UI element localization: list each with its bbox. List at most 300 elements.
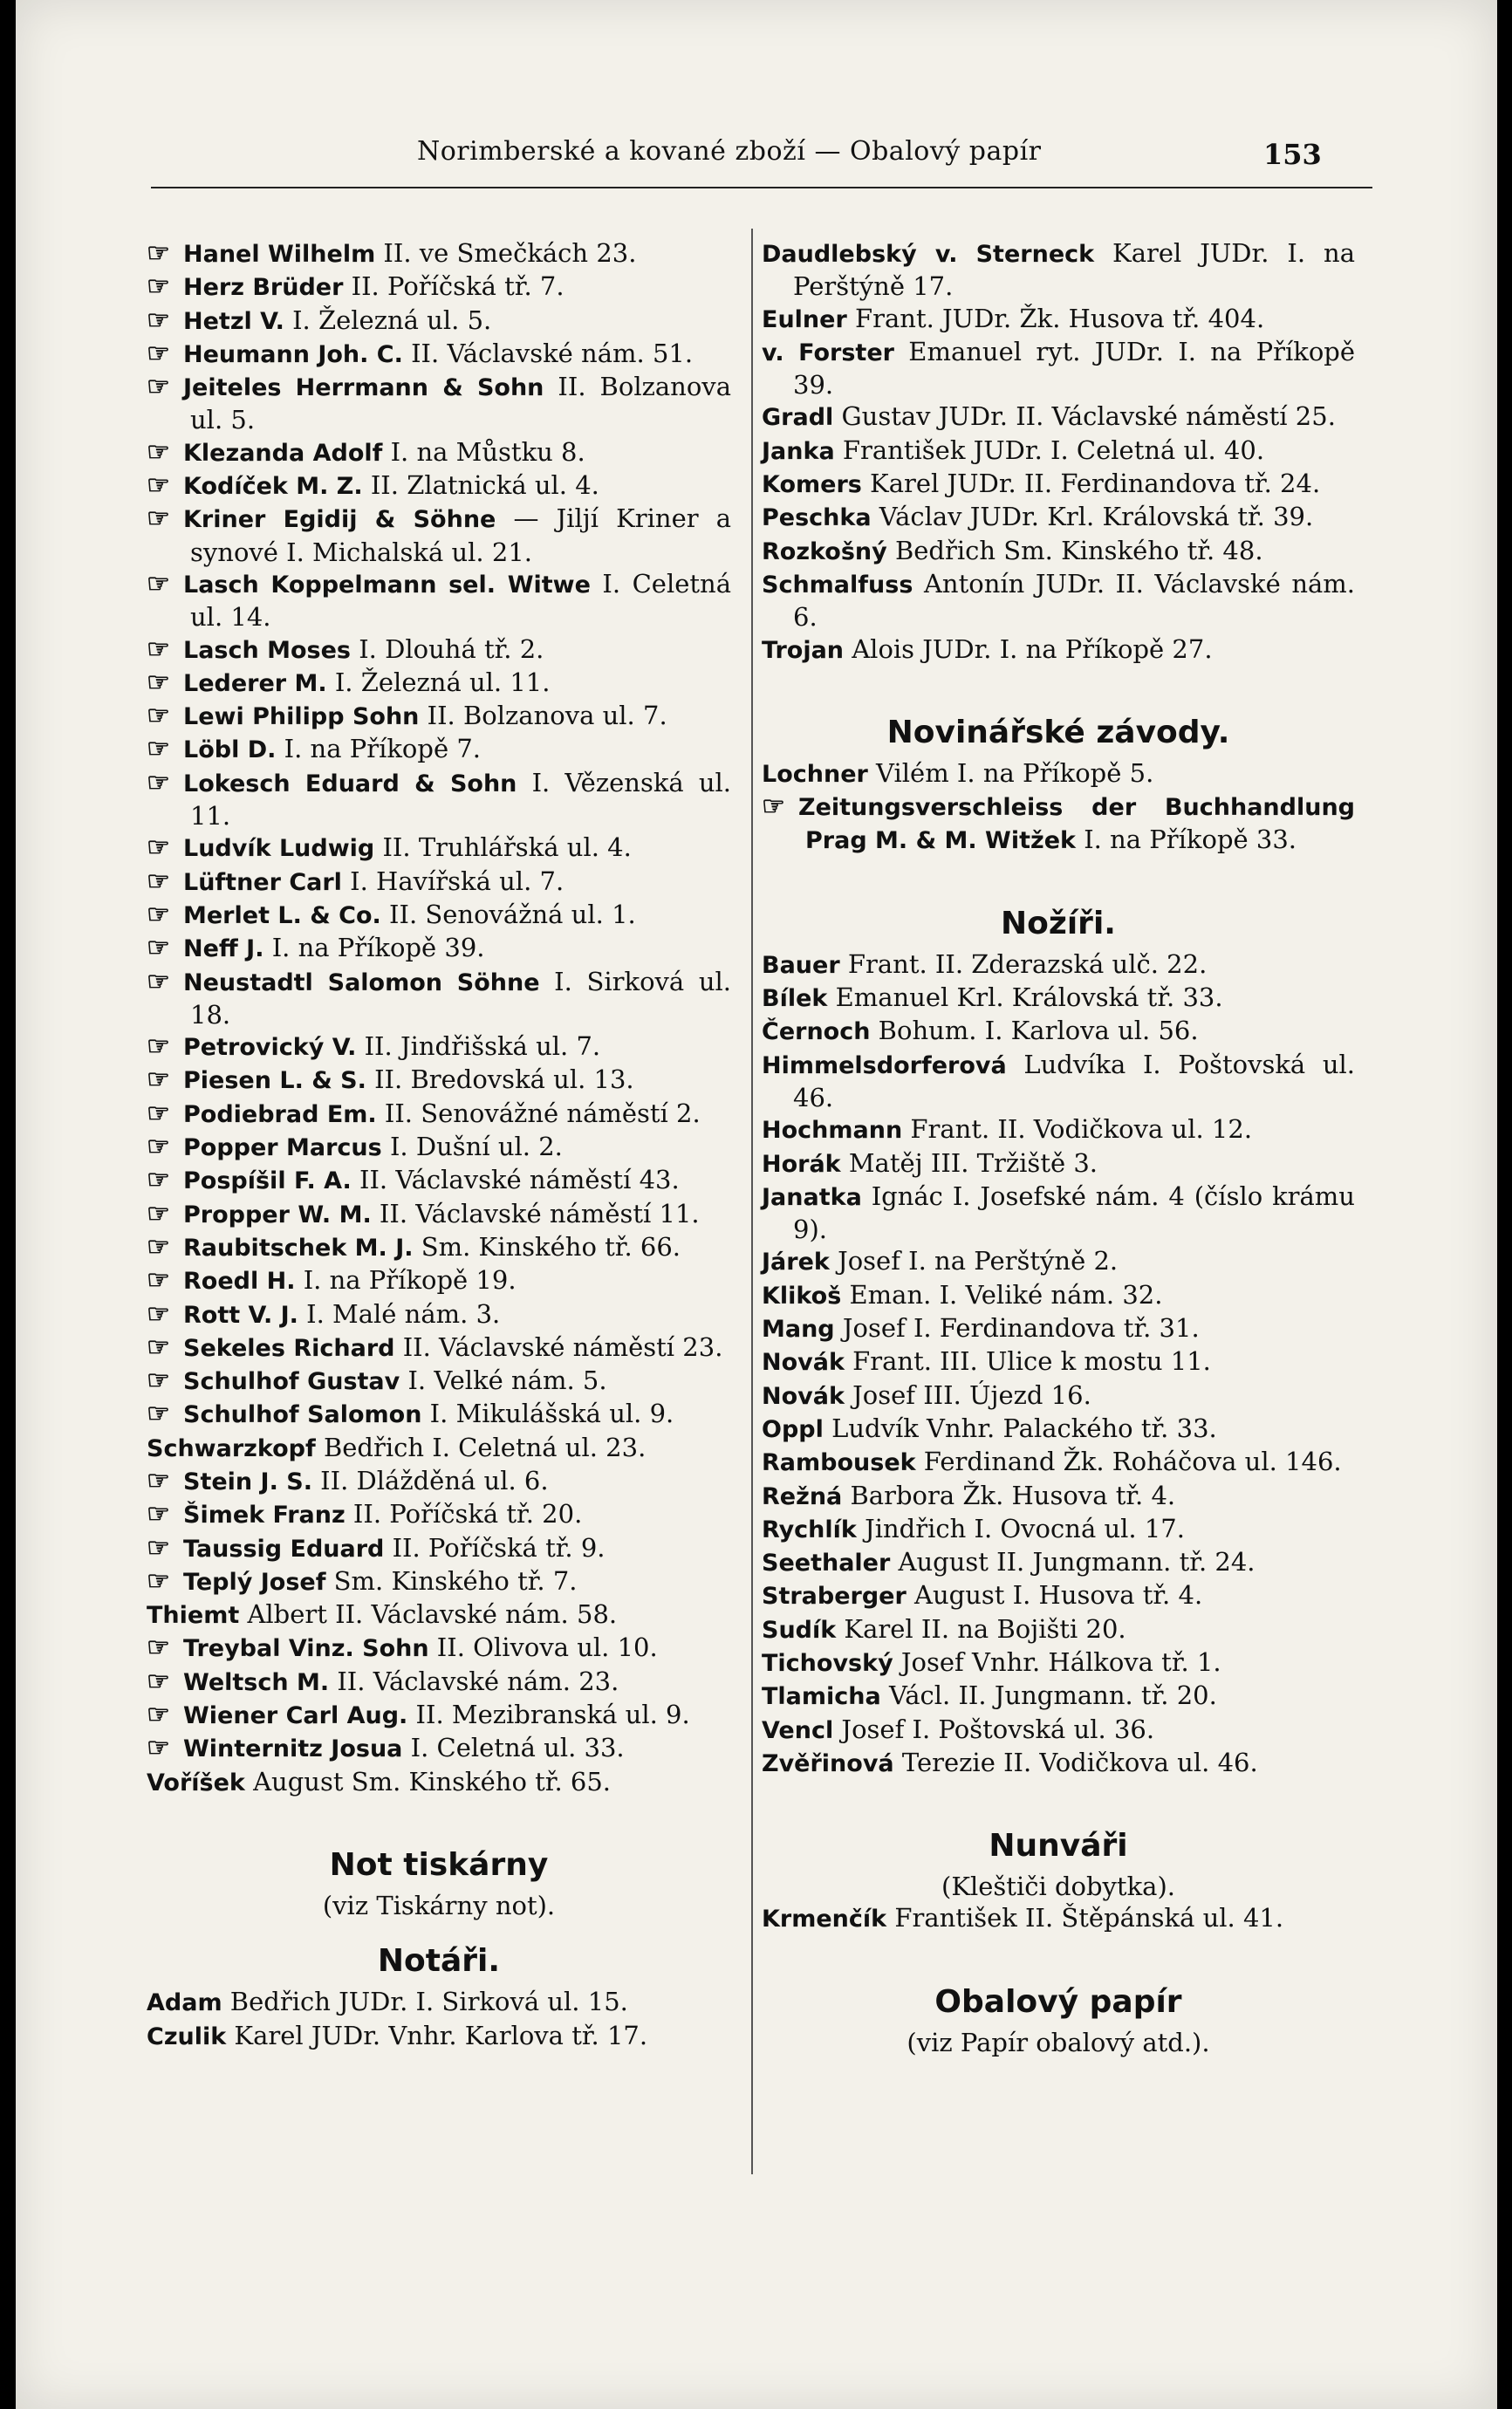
notary-list-left bbox=[147, 1986, 731, 2053]
entry-address: Frant. II. Zderazská ulč. 22. bbox=[839, 948, 1208, 979]
hand-pointer-icon: ☞ bbox=[147, 1565, 170, 1597]
entry-address: Sm. Kinského tř. 66. bbox=[413, 1231, 681, 1262]
list-item bbox=[762, 1279, 1355, 1312]
entry-name: Novák bbox=[762, 1382, 845, 1410]
list-item bbox=[762, 1680, 1355, 1713]
entry-name: Ludvík Ludwig bbox=[183, 835, 375, 863]
list-item bbox=[762, 336, 1355, 401]
list-item bbox=[762, 435, 1355, 468]
entry-address: Alois JUDr. I. na Příkopě 27. bbox=[844, 633, 1213, 664]
entry-name: Hanel Wilhelm bbox=[183, 241, 376, 268]
list-item bbox=[147, 1766, 731, 1799]
entry-name: Rambousek bbox=[762, 1449, 916, 1477]
entry-address: I. Mikulášská ul. 9. bbox=[421, 1399, 674, 1429]
entry-address: Bedřich JUDr. I. Sirková ul. 15. bbox=[222, 1987, 628, 2017]
entry-name: Czulik bbox=[147, 2022, 227, 2050]
hand-pointer-icon: ☞ bbox=[147, 1399, 170, 1430]
entry-address: Sm. Kinského tř. 7. bbox=[325, 1565, 578, 1596]
entry-name: Roedl H. bbox=[183, 1268, 296, 1296]
entry-name: Bílek bbox=[762, 985, 828, 1013]
list-item bbox=[147, 1131, 731, 1164]
entry-address: II. Bredovská ul. 13. bbox=[366, 1064, 634, 1095]
list-item bbox=[762, 303, 1355, 336]
list-item bbox=[762, 1245, 1355, 1278]
list-item bbox=[147, 270, 731, 304]
entry-address: I. Dlouhá tř. 2. bbox=[351, 633, 544, 664]
entry-name: Lokesch Eduard & Sohn bbox=[183, 770, 517, 797]
entry-address: I. Celetná ul. 33. bbox=[402, 1733, 625, 1763]
list-item bbox=[762, 1747, 1355, 1780]
list-item bbox=[762, 790, 1355, 858]
hand-pointer-icon: ☞ bbox=[147, 1331, 170, 1363]
entry-name: Herz Brüder bbox=[183, 274, 344, 302]
list-item bbox=[762, 1181, 1355, 1246]
entry-name: Straberger bbox=[762, 1583, 907, 1611]
entry-name: Treybal Vinz. Sohn bbox=[183, 1635, 429, 1663]
entry-address: I. Havířská ul. 7. bbox=[341, 866, 564, 896]
entry-address: Matěj III. Tržiště 3. bbox=[840, 1147, 1098, 1178]
list-item bbox=[147, 1532, 731, 1565]
hand-pointer-icon: ☞ bbox=[147, 1198, 170, 1229]
entry-name: Schwarzkopf bbox=[147, 1434, 316, 1462]
entry-name: Hochmann bbox=[762, 1117, 903, 1145]
entry-name: Zvěřinová bbox=[762, 1749, 894, 1777]
entry-name: Daudlebský v. Sterneck bbox=[762, 241, 1095, 268]
entry-name: v. Forster bbox=[762, 339, 894, 366]
entry-name: Schulhof Gustav bbox=[183, 1368, 400, 1396]
entry-address: Barbora Žk. Husova tř. 4. bbox=[842, 1480, 1176, 1510]
entry-address: II. Bolzanova ul. 7. bbox=[419, 701, 667, 731]
list-item bbox=[762, 1312, 1355, 1345]
list-item bbox=[762, 633, 1355, 667]
hand-pointer-icon: ☞ bbox=[147, 568, 170, 599]
entry-name: Krmenčík bbox=[762, 1906, 887, 1933]
entry-name: Raubitschek M. J. bbox=[183, 1234, 414, 1262]
list-item bbox=[147, 1986, 731, 2019]
list-item bbox=[147, 733, 731, 766]
list-item bbox=[762, 568, 1355, 633]
list-item bbox=[147, 1632, 731, 1665]
list-item bbox=[147, 1565, 731, 1598]
list-item bbox=[762, 757, 1355, 790]
hand-pointer-icon: ☞ bbox=[147, 667, 170, 698]
entry-name: Neustadtl Salomon Söhne bbox=[183, 968, 540, 996]
entry-address: Albert II. Václavské nám. 58. bbox=[239, 1599, 618, 1630]
entry-name: Heumann Joh. C. bbox=[183, 340, 403, 368]
entry-name: Winternitz Josua bbox=[183, 1735, 403, 1763]
entry-address: I. Vězenská ul. 11. bbox=[190, 767, 732, 832]
entry-address: I. na Příkopě 39. bbox=[263, 933, 485, 963]
list-item bbox=[762, 1513, 1355, 1546]
hand-pointer-icon: ☞ bbox=[147, 899, 170, 930]
entry-name: Sekeles Richard bbox=[183, 1334, 395, 1362]
entry-name: Voříšek bbox=[147, 1769, 245, 1796]
hand-pointer-icon: ☞ bbox=[147, 767, 170, 798]
hand-pointer-icon: ☞ bbox=[147, 305, 170, 336]
entry-name: Neff J. bbox=[183, 935, 264, 963]
entry-address: Karel JUDr. I. na Perštýně 17. bbox=[793, 238, 1355, 302]
list-item bbox=[762, 1579, 1355, 1612]
entry-address: I. Sirková ul. 18. bbox=[190, 966, 731, 1030]
entry-name: Taussig Eduard bbox=[183, 1535, 385, 1563]
entry-address: Karel II. na Bojišti 20. bbox=[836, 1613, 1126, 1644]
entry-name: Piesen L. & S. bbox=[183, 1067, 366, 1095]
entry-address: Bedřich Sm. Kinského tř. 48. bbox=[886, 535, 1263, 565]
hand-pointer-icon: ☞ bbox=[147, 1700, 170, 1731]
entry-address: Emanuel ryt. JUDr. I. na Příkopě 39. bbox=[793, 336, 1355, 400]
entry-name: Janatka bbox=[762, 1183, 862, 1211]
hand-pointer-icon: ☞ bbox=[147, 734, 170, 765]
entry-address: I. na Můstku 8. bbox=[382, 436, 585, 467]
list-item bbox=[147, 1699, 731, 1732]
hand-pointer-icon: ☞ bbox=[147, 1532, 170, 1564]
entry-name: Lüftner Carl bbox=[183, 868, 342, 896]
header-rule bbox=[151, 187, 1372, 188]
hand-pointer-icon: ☞ bbox=[147, 933, 170, 964]
entry-address: Ignác I. Josefské nám. 4 (číslo krámu 9). bbox=[793, 1181, 1355, 1245]
entry-address: II. ve Smečkách 23. bbox=[375, 238, 637, 268]
entry-address: František II. Štěpánská ul. 41. bbox=[886, 1903, 1284, 1933]
entry-address: Ludvíka I. Poštovská ul. 46. bbox=[793, 1049, 1355, 1112]
entry-address: I. na Příkopě 7. bbox=[276, 734, 481, 764]
hand-pointer-icon: ☞ bbox=[147, 1365, 170, 1397]
hand-pointer-icon: ☞ bbox=[147, 1231, 170, 1263]
entry-name: Teplý Josef bbox=[183, 1568, 326, 1596]
entry-address: I. Železná ul. 11. bbox=[326, 667, 551, 697]
hand-pointer-icon: ☞ bbox=[147, 633, 170, 665]
hand-pointer-icon: ☞ bbox=[147, 271, 170, 303]
list-item bbox=[147, 1732, 731, 1765]
entry-name: Mang bbox=[762, 1316, 835, 1344]
list-item bbox=[147, 667, 731, 700]
entry-address: Frant. II. Vodičkova ul. 12. bbox=[902, 1114, 1253, 1145]
entry-name: Wiener Carl Aug. bbox=[183, 1702, 408, 1730]
entry-address: Josef III. Újezd 16. bbox=[844, 1379, 1091, 1410]
list-item bbox=[147, 1498, 731, 1531]
entry-address: I. Dušní ul. 2. bbox=[381, 1132, 563, 1162]
list-item bbox=[147, 1064, 731, 1097]
gelder-list bbox=[762, 1902, 1355, 1935]
list-item bbox=[147, 1398, 731, 1431]
entry-address: I. Malé nám. 3. bbox=[298, 1298, 501, 1329]
section-note-obalovy: (viz Papír obalový atd.). bbox=[907, 2027, 1210, 2057]
entry-name: Lewi Philipp Sohn bbox=[183, 703, 420, 731]
entry-name: Sudík bbox=[762, 1616, 837, 1644]
entry-name: Trojan bbox=[762, 636, 845, 664]
list-item bbox=[762, 468, 1355, 501]
entry-name: Rychlík bbox=[762, 1516, 857, 1543]
entry-name: Stein J. S. bbox=[183, 1468, 312, 1495]
entry-address: II. Truhlářská ul. 4. bbox=[374, 832, 632, 863]
hand-pointer-icon: ☞ bbox=[762, 791, 785, 823]
entry-name: Šimek Franz bbox=[183, 1502, 346, 1530]
entry-address: Jindřich I. Ovocná ul. 17. bbox=[856, 1513, 1185, 1543]
entry-name: Hetzl V. bbox=[183, 307, 284, 335]
list-item bbox=[762, 982, 1355, 1015]
entry-name: Bauer bbox=[762, 951, 840, 979]
list-item bbox=[147, 1030, 731, 1064]
list-item bbox=[762, 1446, 1355, 1479]
hand-pointer-icon: ☞ bbox=[147, 338, 170, 369]
entry-address: I. na Příkopě 33. bbox=[1075, 825, 1297, 855]
entry-name: Rozkošný bbox=[762, 537, 887, 565]
hand-pointer-icon: ☞ bbox=[147, 1165, 170, 1196]
list-item bbox=[147, 1298, 731, 1331]
entry-name: Lasch Koppelmann sel. Witwe bbox=[183, 571, 591, 599]
entry-address: Ludvík Vnhr. Palackého tř. 33. bbox=[823, 1413, 1217, 1443]
section-title-nozire: Nožíři. bbox=[1001, 905, 1116, 941]
list-item bbox=[147, 503, 731, 568]
entry-address: Karel JUDr. II. Ferdinandova tř. 24. bbox=[861, 469, 1321, 499]
entry-name: Gradl bbox=[762, 404, 834, 432]
entry-address: II. Václavské nám. 23. bbox=[329, 1666, 619, 1696]
list-item bbox=[147, 899, 731, 932]
entry-name: Lasch Moses bbox=[183, 636, 351, 664]
entry-address: František JUDr. I. Celetná ul. 40. bbox=[834, 435, 1265, 465]
list-item bbox=[147, 866, 731, 899]
hand-pointer-icon: ☞ bbox=[147, 372, 170, 403]
list-item bbox=[147, 469, 731, 503]
entry-address: II. Zlatnická ul. 4. bbox=[362, 470, 599, 501]
right-column bbox=[762, 237, 1355, 2079]
list-item bbox=[762, 1379, 1355, 1413]
list-item bbox=[762, 1113, 1355, 1146]
entry-address: — Jiljí Kriner a synové I. Michalská ul. 21. bbox=[190, 503, 732, 567]
page-number: 153 bbox=[1263, 138, 1322, 171]
list-item bbox=[147, 1198, 731, 1231]
entry-address: II. Poříčská tř. 9. bbox=[384, 1532, 605, 1563]
notary-list-right bbox=[762, 237, 1355, 667]
entry-name: Thiemt bbox=[147, 1602, 240, 1630]
entry-address: II. Senovážné náměstí 2. bbox=[376, 1098, 701, 1128]
left-column bbox=[147, 237, 731, 2053]
entry-address: Frant. JUDr. Žk. Husova tř. 404. bbox=[846, 303, 1265, 333]
section-title-obalovy: Obalový papír bbox=[934, 1983, 1182, 2020]
entry-name: Járek bbox=[762, 1249, 830, 1276]
hand-pointer-icon: ☞ bbox=[147, 1465, 170, 1496]
section-note-not-tiskarny: (viz Tiskárny not). bbox=[322, 1890, 556, 1920]
entry-name: Merlet L. & Co. bbox=[183, 901, 381, 929]
list-item bbox=[762, 535, 1355, 568]
entry-address: August I. Husova tř. 4. bbox=[906, 1580, 1203, 1611]
list-item bbox=[762, 1902, 1355, 1935]
entry-name: Himmelsdorferová bbox=[762, 1051, 1007, 1079]
entry-address: Josef Vnhr. Hálkova tř. 1. bbox=[893, 1646, 1221, 1677]
section-title-notari: Notáři. bbox=[377, 1943, 501, 1980]
list-item bbox=[147, 832, 731, 865]
list-item bbox=[147, 2020, 731, 2053]
entry-name: Peschka bbox=[762, 504, 872, 532]
entry-name: Zeitungsverschleiss der Buchhandlung Prag M. & M. Witžek bbox=[798, 794, 1355, 855]
entry-name: Weltsch M. bbox=[183, 1668, 330, 1696]
list-item bbox=[147, 932, 731, 965]
hand-pointer-icon: ☞ bbox=[147, 1666, 170, 1697]
entry-address: Karel JUDr. Vnhr. Karlova tř. 17. bbox=[226, 2020, 648, 2050]
entry-name: Komers bbox=[762, 471, 862, 499]
hand-pointer-icon: ☞ bbox=[147, 1265, 170, 1297]
hand-pointer-icon: ☞ bbox=[147, 701, 170, 732]
section-title-not-tiskarny: Not tiskárny bbox=[329, 1846, 549, 1883]
list-item bbox=[762, 1015, 1355, 1048]
list-item bbox=[147, 1465, 731, 1498]
list-item bbox=[762, 1480, 1355, 1513]
hand-pointer-icon: ☞ bbox=[147, 503, 170, 535]
entry-name: Petrovický V. bbox=[183, 1034, 357, 1062]
hand-pointer-icon: ☞ bbox=[147, 866, 170, 897]
list-item bbox=[147, 1231, 731, 1264]
entry-address: Terezie II. Vodičkova ul. 46. bbox=[893, 1747, 1258, 1777]
entry-name: Schulhof Salomon bbox=[183, 1401, 422, 1429]
newspaper-list bbox=[762, 757, 1355, 858]
entry-name: Schmalfuss bbox=[762, 571, 913, 599]
list-item bbox=[147, 1164, 731, 1197]
column-divider bbox=[751, 229, 753, 2174]
list-item bbox=[147, 700, 731, 733]
entry-name: Popper Marcus bbox=[183, 1134, 382, 1162]
entry-address: II. Václavské náměstí 11. bbox=[371, 1198, 700, 1228]
entry-address: Bedřich I. Celetná ul. 23. bbox=[315, 1432, 647, 1462]
list-item bbox=[147, 305, 731, 338]
list-item bbox=[147, 237, 731, 270]
entry-name: Adam bbox=[147, 1989, 222, 2017]
directory-page bbox=[16, 0, 1497, 2409]
list-item bbox=[147, 1365, 731, 1398]
entry-address: Václav JUDr. Krl. Královská tř. 39. bbox=[871, 502, 1314, 532]
list-item bbox=[762, 1413, 1355, 1446]
entry-address: II. Václavské náměstí 23. bbox=[394, 1331, 723, 1362]
entry-name: Propper W. M. bbox=[183, 1201, 372, 1228]
entry-address: II. Senovážná ul. 1. bbox=[380, 899, 636, 929]
entry-address: Frant. III. Ulice k mostu 11. bbox=[844, 1346, 1211, 1377]
list-item bbox=[147, 338, 731, 371]
entry-address: Gustav JUDr. II. Václavské náměstí 25. bbox=[833, 401, 1336, 432]
hand-pointer-icon: ☞ bbox=[147, 1064, 170, 1096]
entry-name: Lederer M. bbox=[183, 669, 327, 697]
hand-pointer-icon: ☞ bbox=[147, 470, 170, 502]
merchant-list bbox=[147, 237, 731, 1799]
entry-name: Tlamicha bbox=[762, 1683, 881, 1711]
entry-name: Lochner bbox=[762, 760, 868, 788]
hand-pointer-icon: ☞ bbox=[147, 1132, 170, 1163]
hand-pointer-icon: ☞ bbox=[147, 966, 170, 997]
list-item bbox=[762, 400, 1355, 434]
section-note-nunvari: (Kleštiči dobytka). bbox=[941, 1872, 1175, 1902]
list-item bbox=[762, 1546, 1355, 1579]
hand-pointer-icon: ☞ bbox=[147, 1499, 170, 1530]
entry-address: I. Velké nám. 5. bbox=[400, 1365, 607, 1396]
list-item bbox=[762, 948, 1355, 982]
entry-name: Rott V. J. bbox=[183, 1301, 298, 1329]
cutler-list bbox=[762, 948, 1355, 1780]
list-item bbox=[147, 1598, 731, 1632]
entry-name: Klezanda Adolf bbox=[183, 439, 383, 467]
page-header-title: Norimberské a kované zboží — Obalový papír bbox=[417, 136, 1042, 167]
entry-name: Tichovský bbox=[762, 1649, 893, 1677]
entry-address: II. Dlážděná ul. 6. bbox=[311, 1465, 549, 1495]
entry-name: Klikoš bbox=[762, 1282, 842, 1310]
list-item bbox=[147, 436, 731, 469]
entry-address: II. Bolzanova ul. 5. bbox=[190, 372, 731, 435]
list-item bbox=[762, 1049, 1355, 1114]
entry-address: II. Jindřišská ul. 7. bbox=[356, 1031, 601, 1062]
entry-address: Bohum. I. Karlova ul. 56. bbox=[870, 1016, 1199, 1046]
entry-address: Vilém I. na Příkopě 5. bbox=[867, 757, 1154, 788]
entry-address: Josef I. Ferdinandova tř. 31. bbox=[834, 1313, 1200, 1344]
list-item bbox=[762, 501, 1355, 534]
list-item bbox=[147, 1432, 731, 1465]
entry-name: Eulner bbox=[762, 305, 847, 333]
entry-name: Kriner Egidij & Söhne bbox=[183, 506, 496, 534]
list-item bbox=[147, 1098, 731, 1131]
entry-address: II. Olivova ul. 10. bbox=[428, 1632, 658, 1663]
entry-name: Novák bbox=[762, 1349, 845, 1377]
hand-pointer-icon: ☞ bbox=[147, 238, 170, 269]
section-title-nunvari: Nunváři bbox=[989, 1828, 1128, 1865]
entry-name: Löbl D. bbox=[183, 736, 277, 764]
list-item bbox=[762, 1345, 1355, 1379]
hand-pointer-icon: ☞ bbox=[147, 1298, 170, 1330]
hand-pointer-icon: ☞ bbox=[147, 1098, 170, 1129]
entry-name: Oppl bbox=[762, 1415, 824, 1443]
list-item bbox=[147, 966, 731, 1031]
entry-name: Seethaler bbox=[762, 1550, 891, 1577]
entry-address: I. Celetná ul. 14. bbox=[190, 568, 732, 633]
entry-name: Jeiteles Herrmann & Sohn bbox=[183, 374, 544, 402]
list-item bbox=[147, 1264, 731, 1297]
list-item bbox=[147, 1666, 731, 1699]
entry-address: II. Poříčská tř. 7. bbox=[343, 271, 564, 302]
entry-address: II. Václavské nám. 51. bbox=[402, 338, 694, 368]
list-item bbox=[762, 1714, 1355, 1747]
entry-name: Horák bbox=[762, 1150, 841, 1178]
entry-address: I. Železná ul. 5. bbox=[284, 305, 492, 335]
hand-pointer-icon: ☞ bbox=[147, 1733, 170, 1764]
entry-name: Kodíček M. Z. bbox=[183, 473, 363, 501]
entry-name: Pospíšil F. A. bbox=[183, 1167, 352, 1195]
entry-address: I. na Příkopě 19. bbox=[295, 1265, 517, 1296]
list-item bbox=[762, 1147, 1355, 1181]
list-item bbox=[147, 1331, 731, 1365]
section-title-novinarske: Novinářské závody. bbox=[886, 714, 1230, 750]
hand-pointer-icon: ☞ bbox=[147, 832, 170, 864]
list-item bbox=[147, 767, 731, 832]
entry-address: August Sm. Kinského tř. 65. bbox=[244, 1766, 612, 1796]
entry-address: II. Mezibranská ul. 9. bbox=[407, 1700, 690, 1730]
entry-address: Ferdinand Žk. Roháčova ul. 146. bbox=[915, 1447, 1342, 1477]
entry-address: August II. Jungmann. tř. 24. bbox=[890, 1547, 1255, 1577]
entry-name: Režná bbox=[762, 1482, 843, 1510]
list-item bbox=[762, 237, 1355, 303]
hand-pointer-icon: ☞ bbox=[147, 1031, 170, 1063]
list-item bbox=[762, 1613, 1355, 1646]
entry-name: Podiebrad Em. bbox=[183, 1100, 377, 1128]
entry-address: Eman. I. Veliké nám. 32. bbox=[841, 1279, 1163, 1310]
list-item bbox=[147, 371, 731, 436]
entry-name: Janka bbox=[762, 437, 835, 465]
entry-address: Josef I. na Perštýně 2. bbox=[829, 1246, 1119, 1276]
entry-address: Antonín JUDr. II. Václavské nám. 6. bbox=[793, 568, 1355, 633]
list-item bbox=[147, 633, 731, 667]
entry-name: Černoch bbox=[762, 1018, 871, 1046]
entry-address: II. Poříčská tř. 20. bbox=[345, 1499, 583, 1530]
entry-address: Emanuel Krl. Královská tř. 33. bbox=[827, 982, 1223, 1013]
entry-address: Josef I. Poštovská ul. 36. bbox=[833, 1714, 1155, 1744]
list-item bbox=[147, 568, 731, 633]
list-item bbox=[762, 1646, 1355, 1680]
entry-address: II. Václavské náměstí 43. bbox=[351, 1165, 680, 1195]
hand-pointer-icon: ☞ bbox=[147, 436, 170, 468]
entry-name: Vencl bbox=[762, 1716, 834, 1744]
